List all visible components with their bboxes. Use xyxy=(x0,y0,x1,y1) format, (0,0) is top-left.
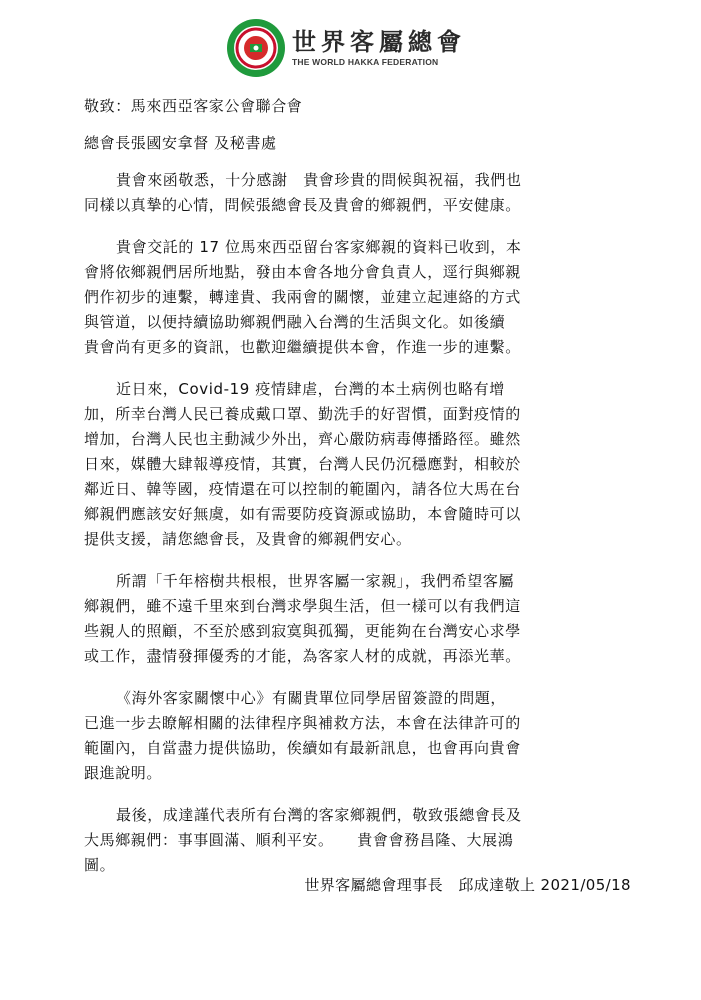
org-name-zh: 世界客屬總會 xyxy=(292,28,466,56)
paragraph-line: 增加，台灣人民也主動減少外出，齊心嚴防病毒傳播路徑。雖然 xyxy=(84,430,521,448)
paragraph-line: 會將依鄉親們居所地點，發由本會各地分會負責人，逕行與鄉親 xyxy=(84,263,521,281)
paragraph-line: 提供支援，請您總會長，及貴會的鄉親們安心。 xyxy=(84,530,412,548)
org-name-en: THE WORLD HAKKA FEDERATION xyxy=(292,57,439,67)
paragraph xyxy=(84,235,624,360)
paragraph-line: 同樣以真摯的心情，問候張總會長及貴會的鄉親們，平安健康。 xyxy=(84,196,521,214)
paragraph xyxy=(84,168,624,218)
paragraph xyxy=(84,686,624,786)
paragraph-line: 些親人的照顧，不至於感到寂寞與孤獨，更能夠在台灣安心求學 xyxy=(84,622,521,640)
paragraph-line: 們作初步的連繫，轉達貴、我兩會的關懷，並建立起連絡的方式 xyxy=(84,288,521,306)
paragraph-line: 大馬鄉親們：事事圓滿、順利平安。 貴會會務昌隆、大展鴻 xyxy=(84,831,514,849)
paragraph-line: 貴會交託的 17 位馬來西亞留台客家鄉親的資料已收到，本 xyxy=(116,238,522,256)
federation-logo xyxy=(226,18,286,78)
paragraph-line: 近日來，Covid-19 疫情肆虐，台灣的本土病例也略有增 xyxy=(116,380,505,398)
paragraph-line: 鄰近日、韓等國，疫情還在可以控制的範圍內，請各位大馬在台 xyxy=(84,480,521,498)
paragraph-line: 所謂「千年榕樹共根根，世界客屬一家親」，我們希望客屬 xyxy=(116,572,515,590)
paragraph-line: 與管道，以便持續協助鄉親們融入台灣的生活與文化。如後續 xyxy=(84,313,506,331)
paragraph-line: 日來，媒體大肆報導疫情，其實，台灣人民仍沉穩應對，相較於 xyxy=(84,455,521,473)
paragraph-line: 鄉親們，雖不遠千里來到台灣求學與生活，但一樣可以有我們這 xyxy=(84,597,521,615)
paragraph xyxy=(84,803,624,878)
org-names xyxy=(292,28,466,68)
paragraph xyxy=(84,377,624,552)
paragraph-line: 跟進說明。 xyxy=(84,764,163,782)
paragraph-line: 貴會尚有更多的資訊，也歡迎繼續提供本會，作進一步的連繫。 xyxy=(84,338,521,356)
paragraph-line: 貴會來函敬悉，十分感謝 貴會珍貴的問候與祝福，我們也 xyxy=(116,171,522,189)
paragraph-line: 圖。 xyxy=(84,856,116,874)
recipient-line: 敬致：馬來西亞客家公會聯合會 xyxy=(84,97,303,115)
paragraph-line: 最後，成達謹代表所有台灣的客家鄉親們，敬致張總會長及 xyxy=(116,806,522,824)
addressee-line: 總會長張國安拿督 及秘書處 xyxy=(84,134,277,152)
paragraph-line: 已進一步去瞭解相關的法律程序與補救方法，本會在法律許可的 xyxy=(84,714,521,732)
paragraph-line: 或工作，盡情發揮優秀的才能，為客家人材的成就，再添光華。 xyxy=(84,647,521,665)
paragraph xyxy=(84,569,624,669)
paragraph-line: 加，所幸台灣人民已養成戴口罩、勤洗手的好習慣，面對疫情的 xyxy=(84,405,521,423)
paragraph-line: 範圍內，自當盡力提供協助，俟續如有最新訊息，也會再向貴會 xyxy=(84,739,521,757)
paragraph-line: 鄉親們應該安好無虞，如有需要防疫資源或協助，本會隨時可以 xyxy=(84,505,521,523)
paragraph-line: 《海外客家關懷中心》有關貴單位同學居留簽證的問題， xyxy=(116,689,507,707)
letterhead xyxy=(226,18,466,78)
signature-line: 世界客屬總會理事長 邱成達敬上 2021/05/18 xyxy=(304,876,631,894)
letter-body xyxy=(84,94,624,878)
